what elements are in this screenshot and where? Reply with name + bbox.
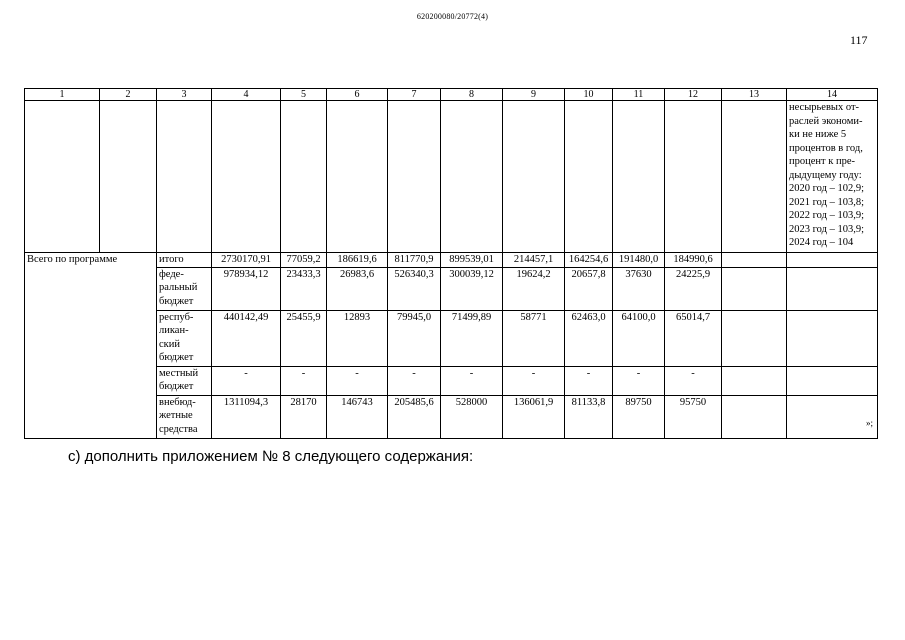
column-header: 11 [613, 89, 665, 101]
column-header: 6 [327, 89, 388, 101]
table-cell [722, 366, 787, 395]
table-cell [787, 310, 878, 366]
note-line: 2020 год – 102,9; [789, 183, 865, 194]
label-line: ский [159, 338, 180, 350]
continuation-row [25, 101, 878, 253]
table-cell [722, 395, 787, 438]
table-cell [722, 253, 787, 268]
indicator-note-cell [787, 101, 878, 253]
table-cell [327, 101, 388, 253]
table-cell [613, 101, 665, 253]
label-line: бюджет [159, 352, 194, 363]
table-cell: - [327, 366, 388, 395]
document-code: 620200080/20772(4) [416, 12, 489, 21]
column-header: 10 [565, 89, 613, 101]
table-cell: 214457,1 [503, 253, 565, 268]
table-cell [25, 101, 100, 253]
table-cell [388, 101, 441, 253]
note-line: 2023 год – 103,9; [789, 223, 865, 235]
table-cell: 191480,0 [613, 253, 665, 268]
table-cell [787, 267, 878, 310]
table-cell [665, 101, 722, 253]
closing-quote-mark: »; [866, 418, 874, 428]
table-cell: 71499,89 [441, 310, 503, 366]
table-cell: - [388, 366, 441, 395]
column-header: 7 [388, 89, 441, 101]
program-total-label: Всего по программе [25, 253, 157, 439]
note-line: несырьевых от- [789, 102, 860, 113]
table-cell: 136061,9 [503, 395, 565, 438]
note-line: процентов в год, [789, 142, 863, 154]
funding-source-label [157, 310, 212, 366]
note-line: раслей экономи- [789, 115, 863, 127]
table-cell: 64100,0 [613, 310, 665, 366]
table-row [25, 253, 878, 268]
column-number-row [25, 89, 878, 101]
funding-source-label [157, 267, 212, 310]
table-cell: - [665, 366, 722, 395]
table-cell: 79945,0 [388, 310, 441, 366]
table-cell: 164254,6 [565, 253, 613, 268]
page-number: 117 [850, 33, 868, 47]
column-header: 9 [503, 89, 565, 101]
label-line: респуб- [159, 311, 194, 323]
note-line: процент к пре- [789, 156, 855, 167]
label-line: ральный [159, 282, 198, 293]
note-line: 2021 год – 103,8; [789, 196, 865, 208]
table-cell [281, 101, 327, 253]
table-cell: - [503, 366, 565, 395]
table-cell: 184990,6 [665, 253, 722, 268]
table-cell: 12893 [327, 310, 388, 366]
table-cell: 19624,2 [503, 267, 565, 310]
table-cell [722, 267, 787, 310]
table-cell: 81133,8 [565, 395, 613, 438]
column-header: 1 [25, 89, 100, 101]
table-cell [722, 310, 787, 366]
label-line: феде- [159, 268, 184, 280]
table-cell: 77059,2 [281, 253, 327, 268]
note-line: 2024 год – 104 [789, 237, 854, 248]
table-cell [503, 101, 565, 253]
table-cell: 899539,01 [441, 253, 503, 268]
note-line: дыдущему году: [789, 169, 862, 181]
table-cell: 1311094,3 [212, 395, 281, 438]
table-cell: 440142,49 [212, 310, 281, 366]
table-cell [722, 101, 787, 253]
column-header: 5 [281, 89, 327, 101]
funding-source-label [157, 366, 212, 395]
column-header: 3 [157, 89, 212, 101]
table-cell: 186619,6 [327, 253, 388, 268]
table-cell: - [613, 366, 665, 395]
table-cell: 300039,12 [441, 267, 503, 310]
label-line: итого [159, 254, 184, 265]
amendment-paragraph: с) дополнить приложением № 8 следующего содержания: [68, 448, 474, 465]
table-cell [100, 101, 157, 253]
table-cell: 2730170,91 [212, 253, 281, 268]
label-line: бюджет [159, 381, 194, 392]
table-cell: 205485,6 [388, 395, 441, 438]
table-cell [787, 253, 878, 268]
table-cell: 978934,12 [212, 267, 281, 310]
table-cell [212, 101, 281, 253]
table-cell: 24225,9 [665, 267, 722, 310]
table-cell: 25455,9 [281, 310, 327, 366]
table-cell: - [441, 366, 503, 395]
label-line: средства [159, 423, 198, 435]
table-cell: 528000 [441, 395, 503, 438]
table-cell: 37630 [613, 267, 665, 310]
table-cell [565, 101, 613, 253]
table-cell: - [212, 366, 281, 395]
column-header: 12 [665, 89, 722, 101]
table-cell: 89750 [613, 395, 665, 438]
label-line: ликан- [159, 325, 189, 336]
funding-source-label [157, 253, 212, 268]
table-cell: 146743 [327, 395, 388, 438]
table-cell: 58771 [503, 310, 565, 366]
table-cell [787, 366, 878, 395]
funding-source-label [157, 395, 212, 438]
table-cell: - [281, 366, 327, 395]
column-header: 2 [100, 89, 157, 101]
budget-table [24, 88, 878, 439]
table-cell [157, 101, 212, 253]
table-cell: 26983,6 [327, 267, 388, 310]
table-cell: 62463,0 [565, 310, 613, 366]
table-cell: 20657,8 [565, 267, 613, 310]
column-header: 14 [787, 89, 878, 101]
table-cell: 23433,3 [281, 267, 327, 310]
column-header: 4 [212, 89, 281, 101]
column-header: 13 [722, 89, 787, 101]
table-cell: 28170 [281, 395, 327, 438]
label-line: жетные [159, 410, 193, 421]
label-line: местный [159, 367, 199, 379]
table-cell: - [565, 366, 613, 395]
table-cell: 811770,9 [388, 253, 441, 268]
table-cell [787, 395, 878, 438]
table-cell: 65014,7 [665, 310, 722, 366]
note-line: 2022 год – 103,9; [789, 210, 865, 221]
column-header: 8 [441, 89, 503, 101]
table-cell: 95750 [665, 395, 722, 438]
table-cell: 526340,3 [388, 267, 441, 310]
note-line: ки не ниже 5 [789, 129, 847, 140]
label-line: бюджет [159, 295, 194, 307]
label-line: внебюд- [159, 396, 196, 408]
table-cell [441, 101, 503, 253]
